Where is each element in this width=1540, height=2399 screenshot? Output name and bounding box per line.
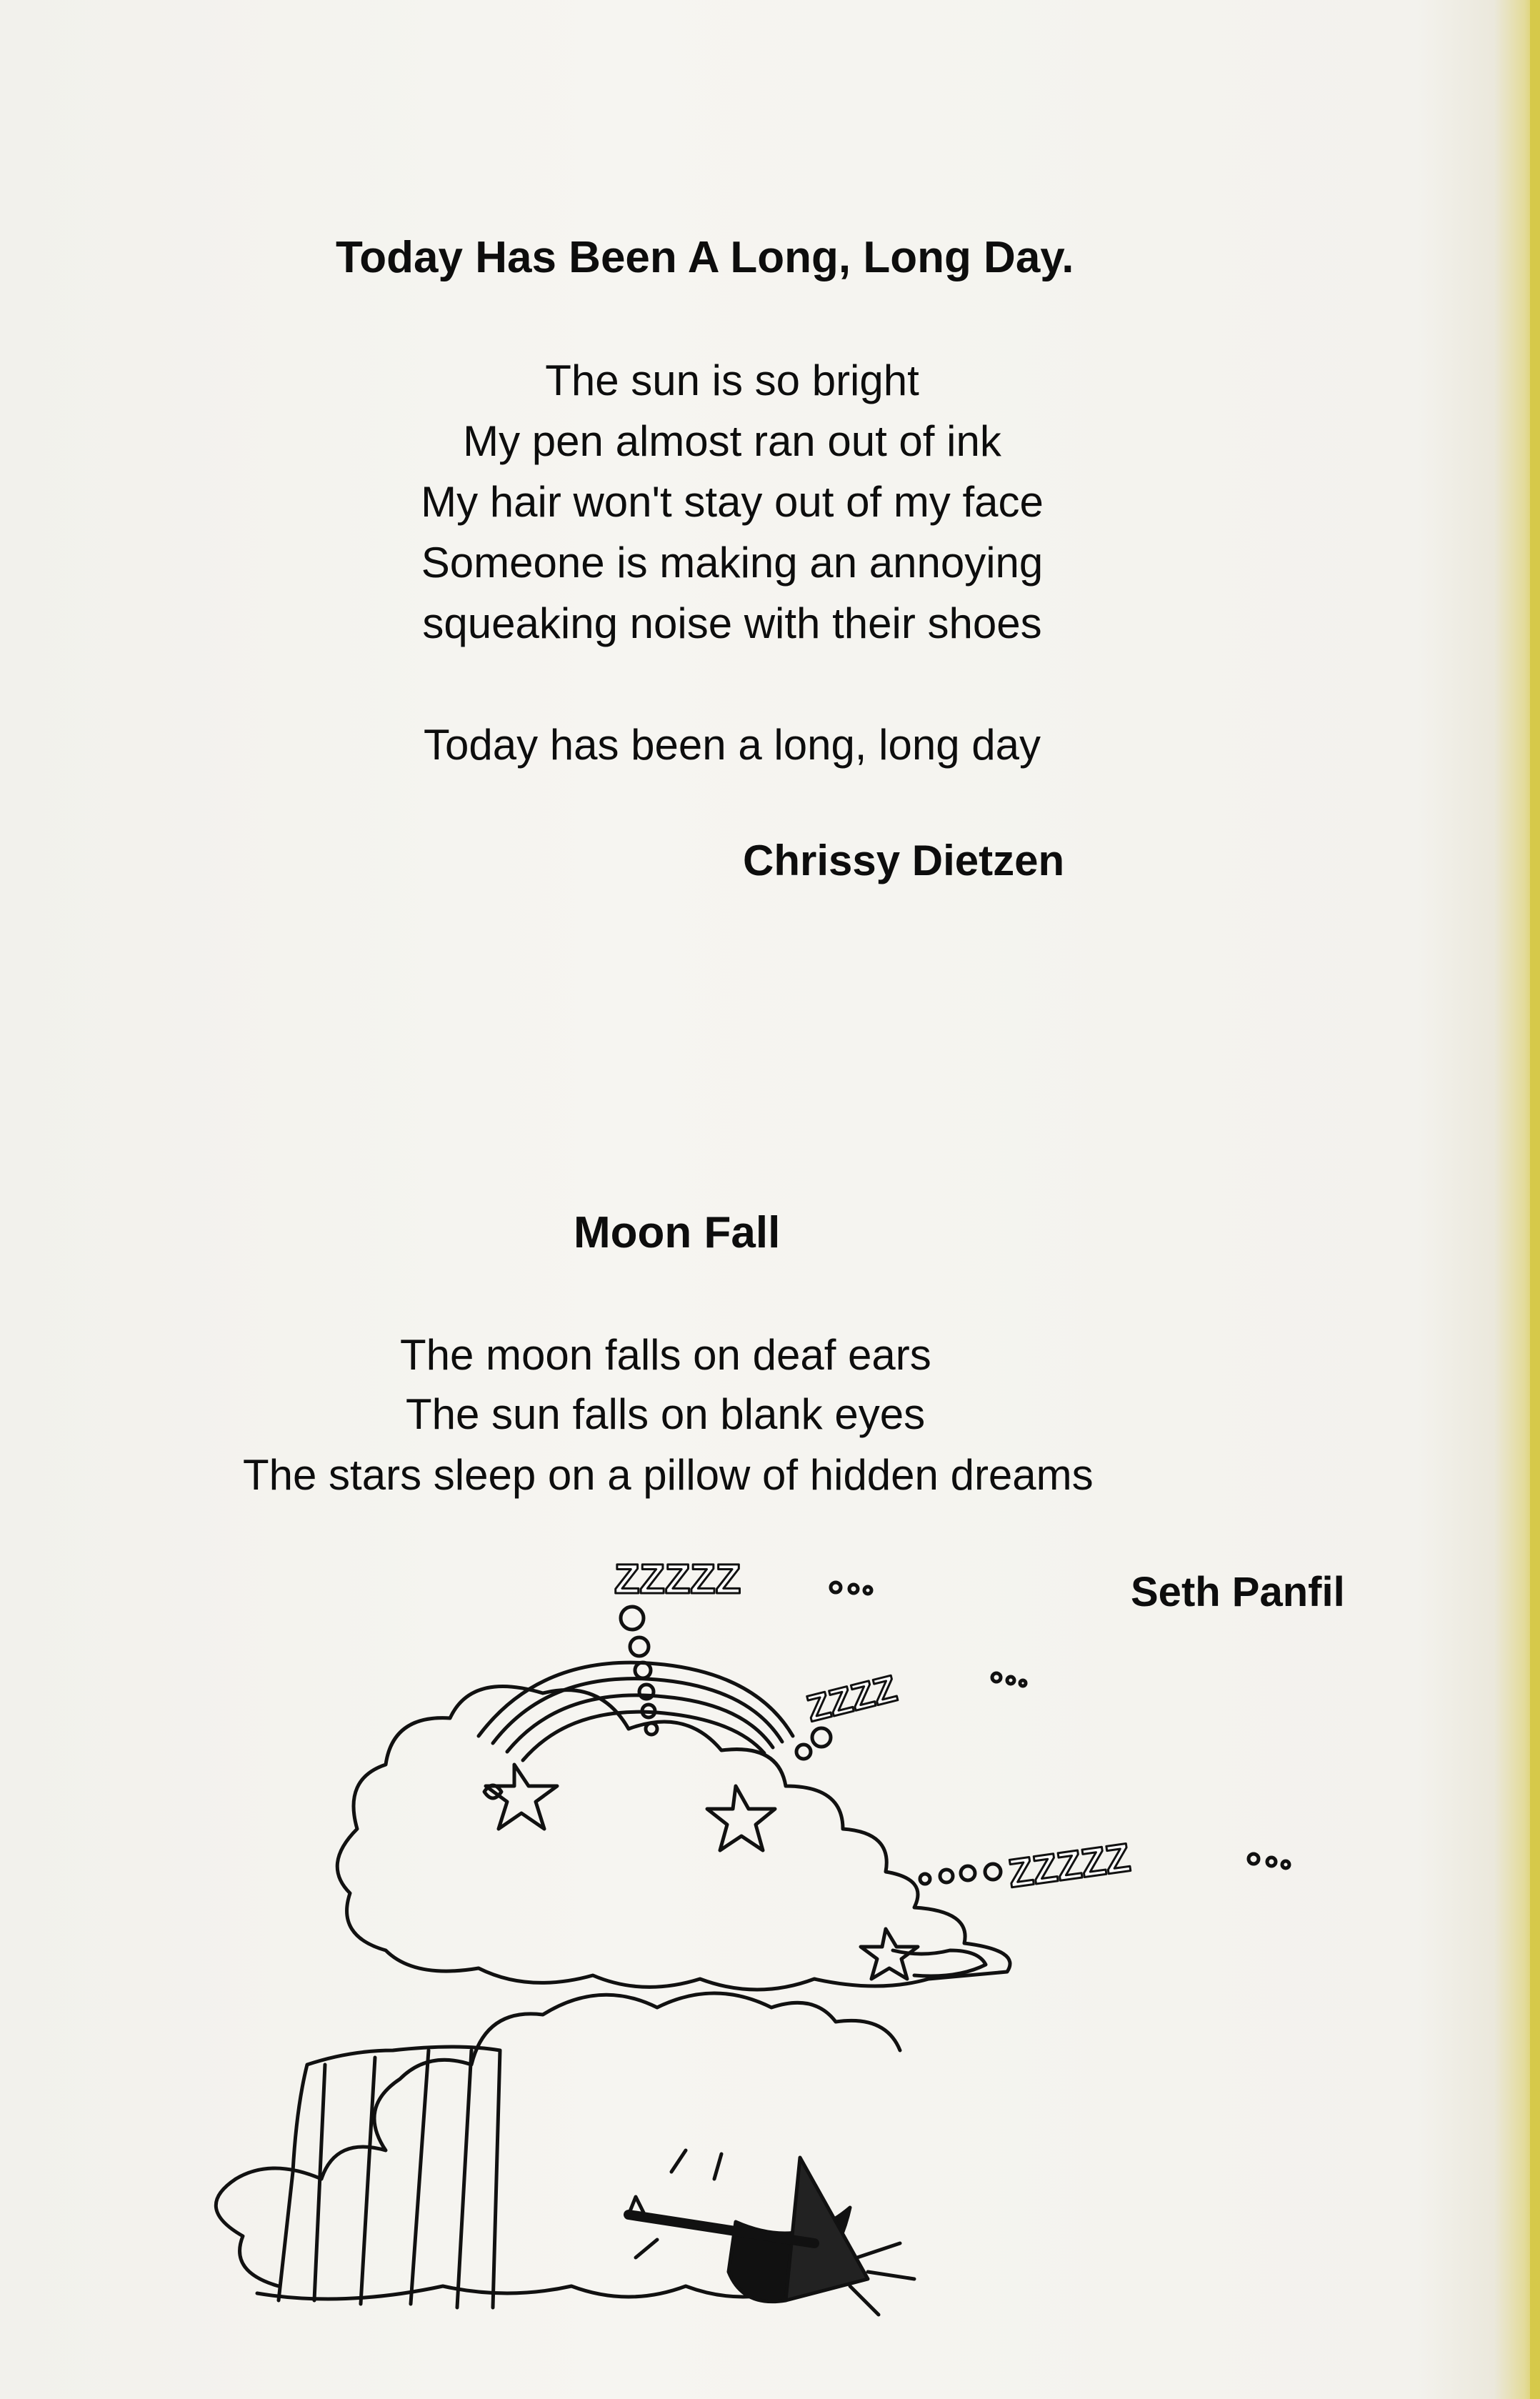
poem-1-title: Today Has Been A Long, Long Day. [336,233,1074,282]
poem-2-line: The stars sleep on a pillow of hidden dreams [243,1451,1094,1499]
poem-2-author: Seth Panfil [1131,1569,1345,1615]
poem-1-line: Today has been a long, long day [424,721,1041,769]
poem-1-line: My pen almost ran out of ink [463,417,1001,465]
poem-2-title: Moon Fall [574,1208,781,1257]
sleeping-moon-clouds-drawing [171,1550,1329,2372]
poem-1-line: Someone is making an annoying [421,539,1044,587]
poem-1-line: The sun is so bright [545,356,919,404]
snore-text: ZZZZ [802,1667,901,1730]
poem-1-author: Chrissy Dietzen [743,837,1065,884]
snore-text: ZZZZZ [1005,1834,1134,1896]
poem-2-line: The moon falls on deaf ears [400,1331,931,1379]
poem-2-line: The sun falls on blank eyes [406,1390,926,1438]
page-edge [1530,0,1540,2399]
poem-1-line: squeaking noise with their shoes [422,599,1042,647]
poem-1-line: My hair won't stay out of my face [421,478,1044,526]
snore-text: ZZZZZ [614,1556,741,1602]
